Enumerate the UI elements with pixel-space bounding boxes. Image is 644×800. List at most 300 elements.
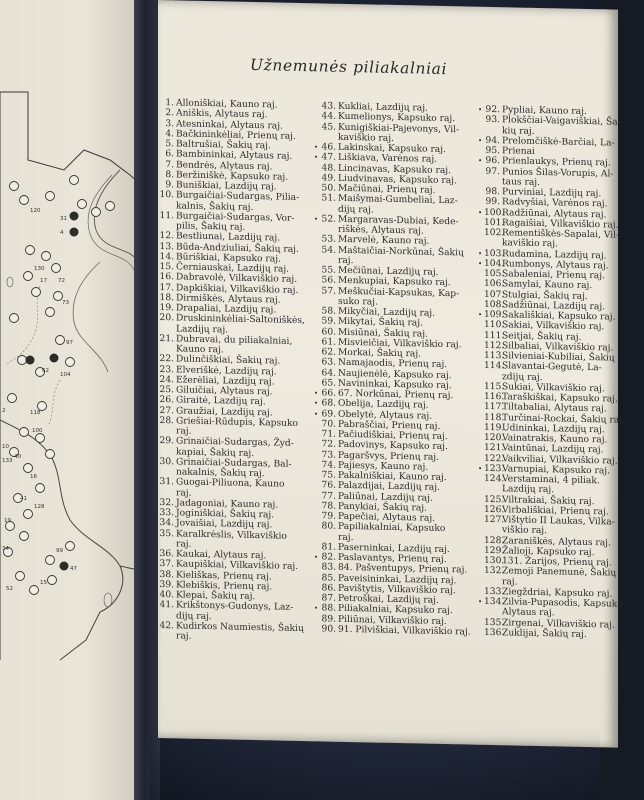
item-text: kių raj. bbox=[502, 125, 535, 137]
item-number: 15. bbox=[159, 262, 174, 273]
item-text: Giraitė, Lazdijų raj. bbox=[176, 395, 266, 408]
item-number: 14. bbox=[159, 251, 174, 263]
bullet-mark: • bbox=[478, 208, 483, 217]
item-text: nakalnis, Šakių raj. bbox=[176, 467, 265, 480]
svg-text:128: 128 bbox=[34, 504, 45, 510]
item-text: Mačiūnai, Prienų raj. bbox=[338, 183, 436, 196]
item-number: 34. bbox=[159, 518, 174, 529]
item-number: 93. bbox=[485, 115, 500, 126]
map-illustration bbox=[0, 0, 138, 660]
item-text: Jadagoniai, Kauno raj. bbox=[176, 498, 279, 511]
item-number: 96. bbox=[485, 156, 500, 167]
bullet-mark: • bbox=[314, 143, 319, 152]
bullet-mark: • bbox=[152, 601, 157, 610]
item-text: Silbaliai, Vilkaviškio raj. bbox=[502, 340, 614, 354]
item-number: 18. bbox=[159, 292, 174, 304]
item-text: Paveisininkai, Lazdijų raj. bbox=[338, 573, 457, 586]
item-number: 41. bbox=[159, 600, 174, 611]
item-text: Menkupiai, Kapsuko raj. bbox=[338, 276, 451, 289]
item-number: 28. bbox=[159, 415, 174, 427]
item-number: 48. bbox=[321, 162, 336, 174]
item-number: 37. bbox=[159, 559, 174, 570]
item-text: Dubravai, du piliakalniai, bbox=[176, 334, 293, 347]
item-text: raj. bbox=[338, 532, 354, 543]
item-text: Morkai, Šakių raj. bbox=[338, 347, 422, 360]
item-number: 49. bbox=[321, 173, 336, 184]
item-number: 108. bbox=[484, 299, 505, 311]
item-number: 19. bbox=[159, 303, 174, 314]
bullet-mark: • bbox=[152, 119, 157, 128]
item-number: 56. bbox=[321, 275, 336, 286]
item-number: 89. bbox=[321, 613, 336, 625]
item-text: Būda-Andziuliai, Šakių raj. bbox=[176, 241, 299, 255]
item-text: Papečiai, Alytaus raj. bbox=[338, 511, 436, 524]
item-number: 38. bbox=[159, 569, 174, 580]
item-number: 83. bbox=[321, 562, 336, 573]
item-text: kalnis, Šakių raj. bbox=[176, 200, 254, 213]
item-number: 135. bbox=[484, 617, 505, 628]
item-text: Punios Šilas-Vorupis, Al- bbox=[502, 166, 614, 180]
item-number: 126. bbox=[484, 504, 505, 516]
item-text: Zirgenai, Vilkaviškio raj. bbox=[502, 617, 615, 631]
item-text: Kudirkos Naumiestis, Šakių bbox=[176, 621, 304, 634]
item-number: 53. bbox=[321, 234, 336, 245]
item-text: Virbališkiai, Prienų raj. bbox=[502, 504, 609, 518]
item-text: dijų raj. bbox=[176, 610, 212, 622]
item-text: Pačiudiškiai, Prienų raj. bbox=[338, 429, 448, 443]
svg-text:72: 72 bbox=[58, 278, 65, 284]
bullet-mark: • bbox=[478, 156, 483, 166]
bullet-mark: • bbox=[478, 464, 483, 473]
item-text: Klebiškis, Prienų raj. bbox=[176, 580, 273, 593]
item-text: Navininkai, Kapsuko raj. bbox=[338, 378, 452, 391]
item-number: 21. bbox=[159, 333, 174, 345]
bullet-mark: • bbox=[478, 105, 483, 114]
item-text: Alytaus raj. bbox=[502, 607, 555, 619]
item-number: 13. bbox=[159, 241, 174, 252]
item-text: Černiauskai, Lazdijų raj. bbox=[176, 262, 290, 275]
svg-text:2: 2 bbox=[2, 408, 6, 414]
item-number: 51. bbox=[321, 193, 336, 204]
item-number: 79. bbox=[321, 511, 336, 522]
item-number: 43. bbox=[321, 101, 336, 112]
item-text: Bambininkai, Alytaus raj. bbox=[176, 149, 293, 163]
item-text: Padovinys, Kapsuko raj. bbox=[338, 440, 448, 453]
item-number: 130. bbox=[484, 555, 505, 567]
bullet-mark: • bbox=[152, 580, 157, 589]
item-number: 104. bbox=[484, 258, 505, 270]
item-number: 100. bbox=[484, 207, 505, 218]
item-text: Kunigiškiai-Pajevonys, Vil- bbox=[338, 122, 460, 135]
item-text: suko raj. bbox=[338, 296, 378, 308]
item-number: 90. bbox=[321, 624, 336, 635]
item-text: Graužiai, Lazdijų raj. bbox=[176, 405, 273, 418]
item-text: Ziegždriai, Kapsuko raj. bbox=[502, 586, 613, 600]
item-text: Rementiškės-Sapalai, Vil- bbox=[502, 228, 620, 241]
bullet-mark: • bbox=[314, 399, 319, 408]
item-text: Panykiai, Šakių raj. bbox=[338, 501, 427, 514]
item-number: 123. bbox=[484, 463, 505, 475]
item-number: 121. bbox=[484, 443, 505, 454]
item-text: zdijų raj. bbox=[502, 371, 543, 383]
item-text: Burgaičiai-Sudargas, Pilia- bbox=[176, 190, 300, 204]
svg-text:73: 73 bbox=[62, 300, 69, 306]
item-text: Zemoji Panemunė, Šakių bbox=[502, 566, 617, 579]
bullet-mark: • bbox=[314, 604, 319, 613]
svg-text:10: 10 bbox=[2, 444, 9, 450]
item-number: 22. bbox=[159, 354, 174, 365]
item-text: Meškučiai-Kapsukas, Kap- bbox=[338, 286, 460, 299]
page-title: Užnemunės piliakalniai bbox=[250, 55, 448, 79]
bullet-mark: • bbox=[314, 553, 319, 562]
item-text: 67. Norkūnai, Prienų raj. bbox=[338, 388, 454, 402]
item-text: Vaintūnai, Lazdijų raj. bbox=[502, 443, 604, 456]
svg-text:52: 52 bbox=[6, 586, 13, 592]
map-border bbox=[0, 92, 138, 182]
svg-text:100: 100 bbox=[32, 428, 43, 434]
bullet-mark: • bbox=[152, 570, 157, 579]
item-text: Prelomčiškė-Barčiai, La- bbox=[502, 135, 615, 149]
item-text: Ežerėliai, Lazdijų raj. bbox=[176, 375, 275, 388]
item-number: 111. bbox=[484, 330, 505, 341]
item-text: riškės, Alytaus raj. bbox=[338, 224, 424, 237]
item-text: Radvyšiai, Varėnos raj. bbox=[502, 197, 608, 210]
item-text: Palazdijai, Lazdijų raj. bbox=[338, 481, 440, 494]
item-text: raj. bbox=[176, 539, 192, 550]
item-text: Alloniškiai, Kauno raj. bbox=[176, 98, 278, 111]
item-text: Prienlaukys, Prienų raj. bbox=[502, 156, 611, 169]
item-number: 42. bbox=[159, 620, 174, 632]
item-number: 118. bbox=[484, 412, 505, 423]
item-text: Kaupiškiai, Vilkaviškio raj. bbox=[176, 559, 299, 573]
item-number: 24. bbox=[159, 374, 174, 386]
item-text: Baltrušiai, Šakių raj. bbox=[176, 139, 271, 152]
item-text: raj. bbox=[176, 487, 192, 499]
item-text: Vištytio II Laukas, Vilka- bbox=[502, 515, 615, 528]
item-number: 61. bbox=[321, 337, 336, 348]
item-text: kaviškio raj. bbox=[502, 238, 558, 250]
item-text: Ragaišiai, Vilkaviškio raj. bbox=[502, 217, 619, 231]
item-number: 27. bbox=[159, 405, 174, 416]
item-number: 112. bbox=[484, 340, 505, 352]
item-text: Sakiai, Vilkaviškio raj. bbox=[502, 320, 605, 333]
item-text: Žalioji, Kapsuko raj. bbox=[502, 545, 595, 558]
item-number: 35. bbox=[159, 528, 174, 539]
item-text: Dabravolė, Vilkaviškio raj. bbox=[176, 272, 298, 286]
item-text: Liškiava, Varėnos raj. bbox=[338, 153, 438, 166]
item-text: Beržiniškė, Kapsuko raj. bbox=[176, 170, 289, 183]
item-number: 2. bbox=[165, 108, 174, 119]
item-text: 91. Pilviškiai, Vilkaviškio raj. bbox=[338, 624, 471, 638]
right-page bbox=[152, 0, 625, 748]
item-text: Misiūnai, Šakių raj. bbox=[338, 327, 428, 340]
item-text: Giluičiai, Alytaus raj. bbox=[176, 385, 273, 398]
item-text: Griešiai-Rūdupis, Kapsuko bbox=[176, 416, 298, 429]
item-number: 68. bbox=[321, 398, 336, 409]
bullet-mark: • bbox=[152, 385, 157, 394]
item-text: kapiai, Šakių raj. bbox=[176, 446, 255, 459]
item-text: Buniškiai, Lazdijų raj. bbox=[176, 180, 277, 193]
item-text: Kieliškas, Prienų raj. bbox=[176, 569, 272, 582]
item-text: Drapaliai, Lazdijų raj. bbox=[176, 303, 277, 316]
item-number: 124. bbox=[484, 473, 505, 485]
item-number: 72. bbox=[321, 439, 336, 450]
item-text: Lazdijų raj. bbox=[502, 484, 555, 496]
item-text: Misvieičiai, Vilkaviškio raj. bbox=[338, 337, 462, 351]
item-text: Piliūnai, Vilkaviškio raj. bbox=[338, 614, 447, 627]
item-number: 50. bbox=[321, 183, 336, 194]
item-number: 115. bbox=[484, 381, 505, 393]
item-number: 62. bbox=[321, 347, 336, 358]
item-number: 82. bbox=[321, 552, 336, 563]
bullet-mark: • bbox=[152, 293, 157, 302]
item-number: 45. bbox=[321, 121, 336, 133]
item-number: 125. bbox=[484, 494, 505, 505]
item-number: 109. bbox=[484, 309, 505, 321]
item-number: 57. bbox=[321, 285, 336, 297]
item-number: 75. bbox=[321, 470, 336, 481]
item-number: 113. bbox=[484, 350, 505, 362]
item-text: raj. bbox=[338, 255, 354, 266]
item-text: Mečiūnai, Lazdijų raj. bbox=[338, 265, 439, 278]
item-text: Kumelionys, Kapsuko raj. bbox=[338, 112, 456, 125]
map-sites bbox=[4, 176, 115, 595]
svg-text:99: 99 bbox=[56, 548, 63, 554]
item-number: 39. bbox=[159, 579, 174, 591]
svg-text:31: 31 bbox=[60, 216, 67, 222]
item-number: 119. bbox=[484, 422, 505, 434]
item-number: 106. bbox=[484, 279, 505, 290]
map-border-south bbox=[0, 420, 123, 612]
item-number: 26. bbox=[159, 395, 174, 406]
item-text: Būriškiai, Kapsuko raj. bbox=[176, 252, 281, 265]
bullet-mark: • bbox=[314, 153, 319, 162]
item-number: 59. bbox=[321, 316, 336, 327]
item-text: Vainatrakis, Kauno raj. bbox=[502, 433, 608, 446]
bullet-mark: • bbox=[314, 409, 319, 418]
bullet-mark: • bbox=[478, 310, 483, 319]
item-text: Samylai, Kauno raj. bbox=[502, 279, 593, 292]
item-text: Zilvia-Pupasodis, Kapsuko bbox=[502, 597, 623, 610]
item-number: 29. bbox=[159, 436, 174, 447]
item-number: 16. bbox=[159, 272, 174, 283]
item-text: Varnupiai, Kapsuko raj. bbox=[502, 463, 610, 477]
item-number: 17. bbox=[159, 282, 174, 293]
item-number: 117. bbox=[484, 402, 505, 413]
item-text: Marvelė, Kauno raj. bbox=[338, 235, 430, 247]
item-text: Stulgiai, Šakių raj. bbox=[502, 289, 588, 302]
item-number: 9. bbox=[165, 180, 174, 191]
item-text: Bendrės, Alytaus raj. bbox=[176, 159, 273, 172]
item-text: Lincinavas, Kapsuko raj. bbox=[338, 163, 452, 176]
item-text: Mikyčiai, Lazdijų raj. bbox=[338, 306, 436, 319]
bullet-mark: • bbox=[314, 215, 319, 224]
svg-text:19: 19 bbox=[4, 518, 11, 524]
item-number: 120. bbox=[484, 432, 505, 444]
item-number: 31. bbox=[159, 477, 174, 488]
svg-text:47: 47 bbox=[70, 566, 77, 572]
item-number: 6. bbox=[165, 149, 174, 160]
item-number: 76. bbox=[321, 480, 336, 491]
item-number: 70. bbox=[321, 419, 336, 430]
item-number: 92. bbox=[485, 104, 500, 116]
item-number: 132. bbox=[484, 566, 505, 577]
list-item bbox=[158, 621, 314, 645]
item-number: 10. bbox=[159, 190, 174, 201]
item-number: 7. bbox=[165, 159, 174, 170]
item-text: Sakališkiai, Kapsuko raj. bbox=[502, 310, 616, 323]
item-text: Grinaičiai-Sudargas, Žyd- bbox=[176, 436, 294, 450]
item-text: Bačkininkėliai, Prienų raj. bbox=[176, 129, 296, 142]
item-text: Liudvinavas, Kapsuko raj. bbox=[338, 173, 457, 187]
item-number: 1. bbox=[165, 98, 174, 109]
item-number: 3. bbox=[165, 118, 174, 129]
svg-text:130: 130 bbox=[34, 266, 45, 272]
svg-text:104: 104 bbox=[60, 372, 71, 378]
item-text: Burgaičiai-Sudargas, Vor- bbox=[176, 211, 295, 224]
item-text: 131. Žarijos, Prienų raj. bbox=[502, 556, 612, 569]
item-text: Prienai bbox=[502, 146, 535, 157]
item-number: 95. bbox=[485, 145, 500, 157]
item-number: 86. bbox=[321, 583, 336, 594]
cover-shadow bbox=[150, 730, 600, 800]
item-number: 133. bbox=[484, 586, 505, 598]
item-number: 78. bbox=[321, 501, 336, 512]
item-text: Kaukai, Alytaus raj. bbox=[176, 549, 267, 562]
item-number: 66. bbox=[321, 388, 336, 399]
item-number: 58. bbox=[321, 306, 336, 317]
item-number: 101. bbox=[484, 217, 505, 229]
item-text: Margaravas-Dubiai, Kede- bbox=[338, 214, 459, 228]
svg-text:40: 40 bbox=[14, 454, 21, 460]
item-number: 88. bbox=[321, 603, 336, 614]
item-number: 32. bbox=[159, 497, 174, 509]
bullet-mark: • bbox=[478, 136, 483, 145]
item-text: Elveriškė, Lazdijų raj. bbox=[176, 364, 277, 377]
item-text: raj. bbox=[176, 426, 192, 437]
item-text: Slavantai-Gegutė, La- bbox=[502, 361, 602, 374]
item-number: 99. bbox=[485, 197, 500, 208]
item-number: 8. bbox=[165, 169, 174, 181]
item-number: 63. bbox=[321, 357, 336, 368]
item-number: 103. bbox=[484, 248, 505, 259]
item-text: Lazdijų raj. bbox=[176, 323, 229, 335]
item-number: 128. bbox=[484, 535, 505, 546]
item-text: Namajaodis, Prienų raj. bbox=[338, 358, 448, 371]
item-text: Dapkiškiai, Vilkaviškio raj. bbox=[176, 282, 299, 296]
item-text: Zuklijai, Šakių raj. bbox=[502, 627, 587, 640]
item-number: 4. bbox=[165, 128, 174, 140]
item-text: Viltrakiai, Šakių raj. bbox=[502, 494, 595, 507]
bullet-mark: • bbox=[478, 249, 483, 258]
item-text: 84. Pašventupys, Prienų raj. bbox=[338, 563, 468, 576]
item-number: 114. bbox=[484, 361, 505, 372]
item-text: Obelytė, Alytaus raj. bbox=[338, 409, 433, 422]
item-text: Krikštonys-Gudonys, Laz- bbox=[176, 600, 294, 614]
item-number: 74. bbox=[321, 460, 336, 471]
item-text: Sukiai, Vilkaviškio raj. bbox=[502, 381, 605, 395]
item-number: 87. bbox=[321, 593, 336, 604]
item-text: Sabaleniai, Prienų raj. bbox=[502, 269, 605, 282]
item-number: 122. bbox=[484, 453, 505, 464]
item-text: Papiliakalniai, Kapsuko bbox=[338, 522, 446, 535]
item-number: 110. bbox=[484, 320, 505, 331]
svg-text:62: 62 bbox=[42, 368, 49, 374]
item-text: Lakinskai, Kapsuko raj. bbox=[338, 142, 446, 156]
item-number: 47. bbox=[321, 152, 336, 163]
item-text: Silvieniai-Kubiliai, Šakių bbox=[502, 351, 615, 364]
item-text: Kauno raj. bbox=[176, 344, 224, 356]
item-number: 11. bbox=[159, 210, 174, 222]
item-text: raj. bbox=[176, 631, 192, 642]
item-text: Paserninkai, Lazdijų raj. bbox=[338, 542, 450, 555]
item-text: Pypliai, Kauno raj. bbox=[502, 105, 587, 117]
item-text: Zaraniškės, Alytaus raj. bbox=[502, 535, 611, 548]
item-number: 23. bbox=[159, 364, 174, 375]
item-text: Petroškai, Lazdijų raj. bbox=[338, 593, 439, 606]
item-number: 134. bbox=[484, 596, 505, 608]
item-text: Radžiūnai, Alytaus raj. bbox=[502, 207, 607, 220]
item-text: Obelija, Lazdijų raj. bbox=[338, 399, 429, 411]
item-number: 5. bbox=[165, 139, 174, 150]
item-text: Maštaičiai-Norkūnai, Šakių bbox=[338, 245, 464, 258]
svg-text:120: 120 bbox=[30, 208, 41, 214]
item-number: 102. bbox=[484, 227, 505, 239]
svg-text:16: 16 bbox=[30, 474, 37, 480]
item-number: 136. bbox=[484, 627, 505, 639]
item-number: 52. bbox=[321, 214, 336, 225]
item-number: 81. bbox=[321, 542, 336, 553]
item-text: Rudaminа, Lazdijų raj. bbox=[502, 248, 607, 261]
bullet-mark: • bbox=[152, 396, 157, 405]
item-text: Rumbonys, Alytaus raj. bbox=[502, 258, 609, 272]
item-text: Maišymai-Gumbeliai, Laz- bbox=[338, 194, 458, 207]
item-text: Dirmiškės, Alytaus raj. bbox=[176, 293, 281, 306]
item-text: Bestliunai, Lazdijų raj. bbox=[176, 231, 281, 244]
item-number: 77. bbox=[321, 490, 336, 502]
item-text: Udininkai, Lazdijų raj. bbox=[502, 422, 605, 436]
item-number: 64. bbox=[321, 367, 336, 379]
item-number: 25. bbox=[159, 385, 174, 396]
item-text: Pajiesys, Kauno raj. bbox=[338, 460, 429, 473]
item-text: taus raj. bbox=[502, 176, 540, 188]
item-text: Tiltabaliai, Alytaus raj. bbox=[502, 402, 607, 415]
list-item bbox=[320, 624, 480, 638]
item-number: 80. bbox=[321, 521, 336, 532]
item-number: 44. bbox=[321, 111, 336, 122]
item-text: Pakalniškiai, Kauno raj. bbox=[338, 470, 447, 484]
item-number: 97. bbox=[485, 166, 500, 177]
item-text: raj. bbox=[502, 576, 518, 588]
item-number: 40. bbox=[159, 590, 174, 601]
item-text: Taraškiškai, Kapsuko raj. bbox=[502, 392, 618, 405]
item-number: 46. bbox=[321, 142, 336, 153]
item-text: Pagaršvys, Prienų raj. bbox=[338, 450, 439, 463]
item-number: 20. bbox=[159, 313, 174, 324]
item-text: pilis, Šakių raj. bbox=[176, 221, 246, 233]
svg-text:97: 97 bbox=[66, 340, 73, 346]
svg-text:118: 118 bbox=[30, 410, 41, 416]
item-text: dijų raj. bbox=[338, 204, 374, 216]
item-number: 94. bbox=[485, 135, 500, 146]
item-text: Atesninkai, Alytaus raj. bbox=[176, 118, 283, 132]
bullet-mark: • bbox=[314, 389, 319, 398]
item-number: 107. bbox=[484, 289, 505, 300]
bullet-mark: • bbox=[478, 259, 483, 268]
item-text: Druskininkėliai-Saltoniškės, bbox=[176, 313, 305, 327]
list-item bbox=[484, 628, 644, 642]
item-text: Paslavantys, Prienų raj. bbox=[338, 552, 447, 566]
